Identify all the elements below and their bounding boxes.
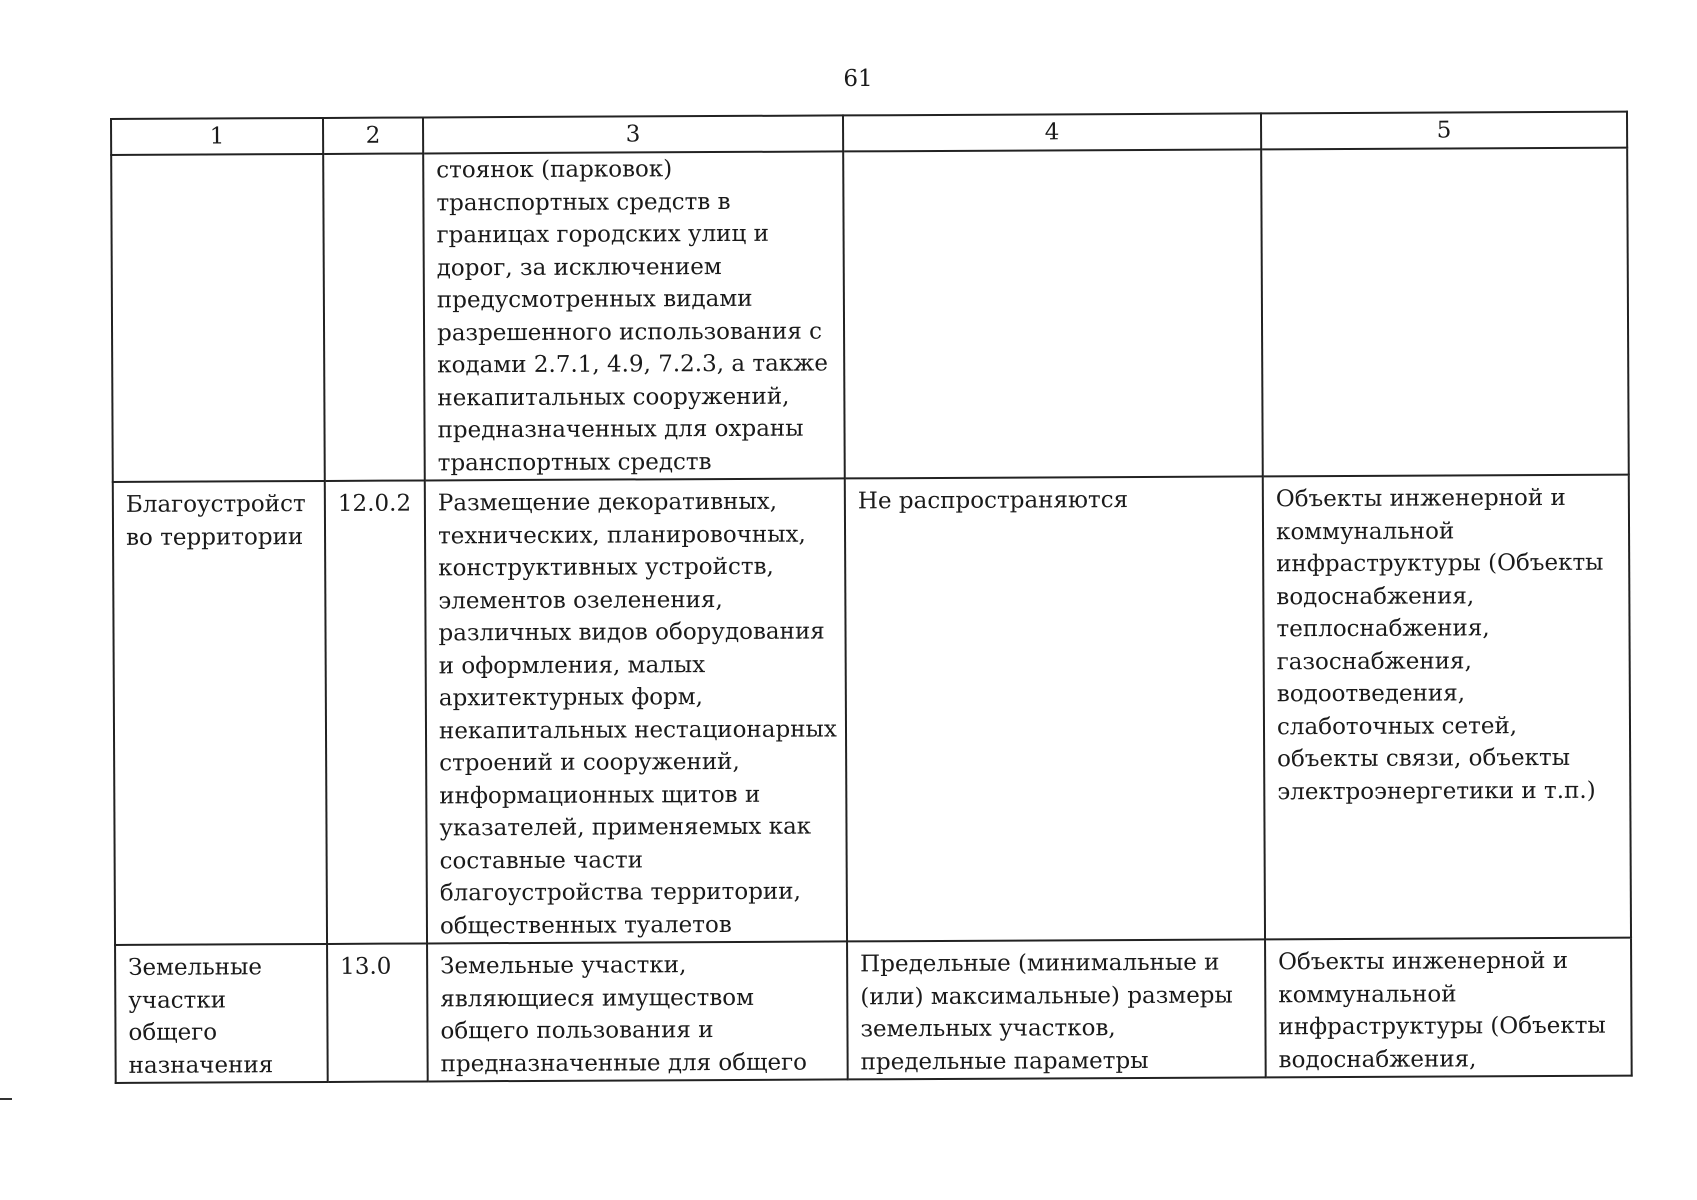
description-cell: Размещение декоративных, технических, планировочных, конструктивных устройств, элементов озеленения, различных видов оборудования и оформления, малых архитектурных форм, некапитальных нестационарных строений и сооружений, информационных щитов и указателей, применяемых как составные части благоустройства территории, общественных туалетов [425,478,847,943]
land-use-name-cell [111,154,325,482]
objects-cell: Объекты инженерной и коммунальной инфраструктуры (Объекты водоснабжения, теплоснабжения, газоснабжения, водоотведения, слаботочных сетей, объекты связи, объекты электроэнергетики и т.п.) [1263,475,1631,940]
table-row [115,938,1632,1083]
page-number: 61 [843,66,873,92]
land-use-name-cell: Благоустройст во территории [113,481,327,945]
column-header-4: 4 [843,113,1261,151]
column-header-3: 3 [423,115,843,153]
land-use-code-cell [323,153,425,480]
objects-cell: Объекты инженерной и коммунальной инфраструктуры (Объекты водоснабжения, [1265,938,1632,1078]
description-cell: стоянок (парковок) транспортных средств в границах городских улиц и дорог, за исключением предусмотренных видами разрешенного использования с кодами 2.7.1, 4.9, 7.2.3, а также некапитальных сооружений, предназначенных для охраны транспортных средств [423,151,845,480]
table-row [113,475,1631,945]
column-header-2: 2 [323,117,423,153]
table-row [111,148,1629,482]
land-use-name-cell: Земельные участки общего назначения [115,944,328,1083]
parameters-cell: Не распространяются [845,476,1265,941]
scan-margin-mark [0,1098,12,1100]
regulations-table [110,111,1633,1084]
parameters-cell: Предельные (минимальные и (или) максимальные) размеры земельных участков, предельные параметры [847,939,1266,1079]
parameters-cell [843,149,1263,478]
land-use-code-cell: 13.0 [327,943,428,1081]
objects-cell [1261,148,1629,477]
column-header-1: 1 [111,118,323,155]
land-use-code-cell: 12.0.2 [325,480,427,943]
description-cell: Земельные участки, являющиеся имуществом общего пользования и предназначенные для общего [427,941,848,1081]
column-header-5: 5 [1261,112,1627,150]
